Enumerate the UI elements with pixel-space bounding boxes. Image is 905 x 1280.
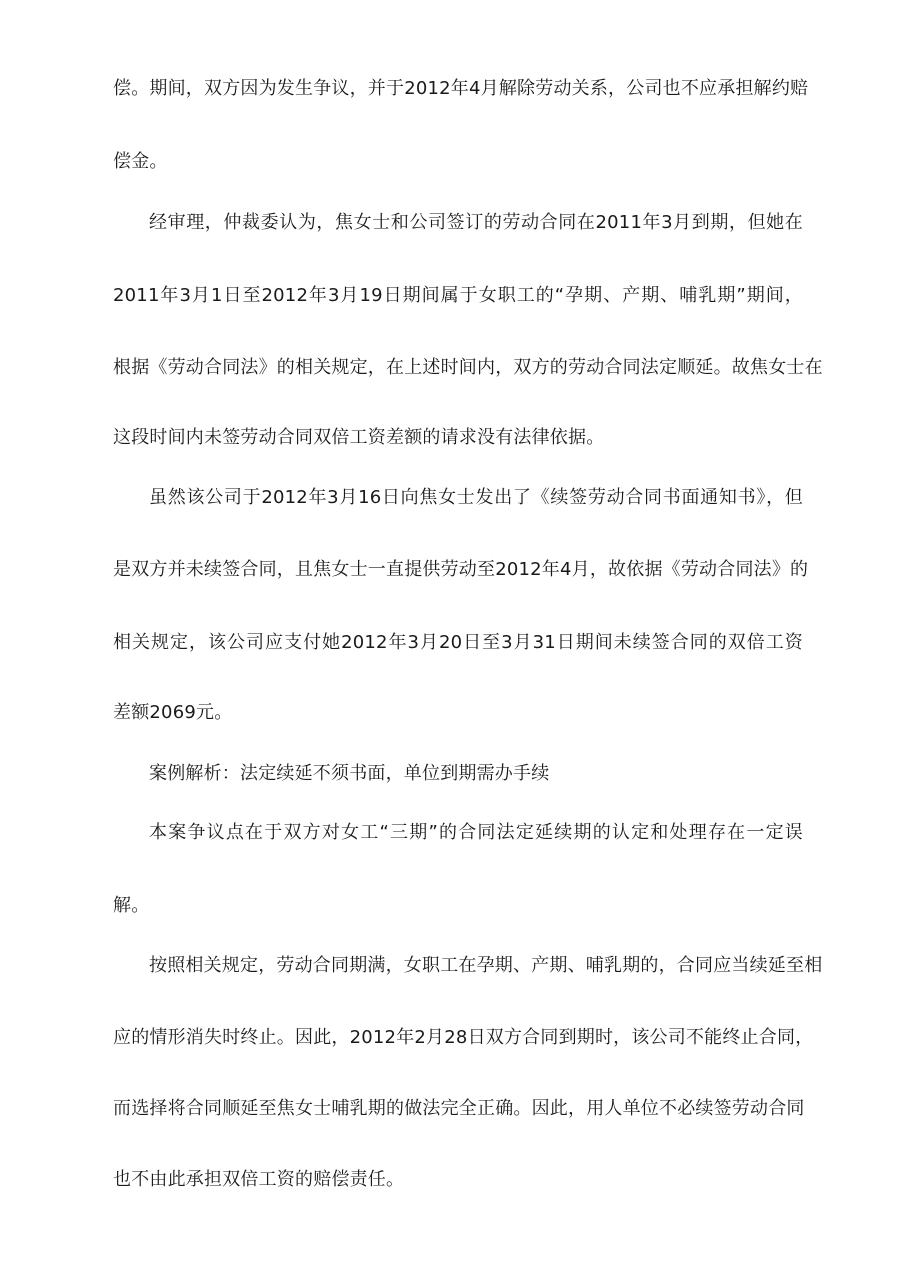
- text-line-16: 而选择将合同顺延至焦女士哺乳期的做法完全正确。因此，用人单位不必续签劳动合同: [113, 1098, 805, 1119]
- text-line-3: 经审理，仲裁委认为，焦女士和公司签订的劳动合同在2011年3月到期，但她在: [149, 212, 803, 233]
- text-line-2: 偿金。: [113, 151, 168, 172]
- text-line-4: 2011年3月1日至2012年3月19日期间属于女职工的“孕期、产期、哺乳期”期间，: [113, 285, 803, 306]
- text-line-6: 这段时间内未签劳动合同双倍工资差额的请求没有法律依据。: [113, 427, 605, 448]
- text-line-7: 虽然该公司于2012年3月16日向焦女士发出了《续签劳动合同书面通知书》，但: [149, 487, 803, 508]
- text-line-5: 根据《劳动合同法》的相关规定，在上述时间内，双方的劳动合同法定顺延。故焦女士在: [113, 357, 823, 378]
- text-line-15: 应的情形消失时终止。因此，2012年2月28日双方合同到期时，该公司不能终止合同，: [113, 1027, 814, 1048]
- text-line-17: 也不由此承担双倍工资的赔偿责任。: [113, 1169, 405, 1190]
- text-line-1: 偿。期间，双方因为发生争议，并于2012年4月解除劳动关系，公司也不应承担解约赔: [113, 78, 809, 99]
- text-line-14: 按照相关规定，劳动合同期满，女职工在孕期、产期、哺乳期的，合同应当续延至相: [149, 955, 823, 976]
- text-line-9: 相关规定，该公司应支付她2012年3月20日至3月31日期间未续签合同的双倍工资: [113, 632, 803, 653]
- text-line-10: 差额2069元。: [113, 702, 233, 723]
- text-line-12: 本案争议点在于双方对女工“三期”的合同法定延续期的认定和处理存在一定误: [149, 822, 803, 843]
- text-line-13: 解。: [113, 895, 150, 916]
- section-heading: 案例解析：法定续延不须书面，单位到期需办手续: [149, 763, 550, 784]
- text-line-8: 是双方并未续签合同，且焦女士一直提供劳动至2012年4月，故依据《劳动合同法》的: [113, 559, 809, 580]
